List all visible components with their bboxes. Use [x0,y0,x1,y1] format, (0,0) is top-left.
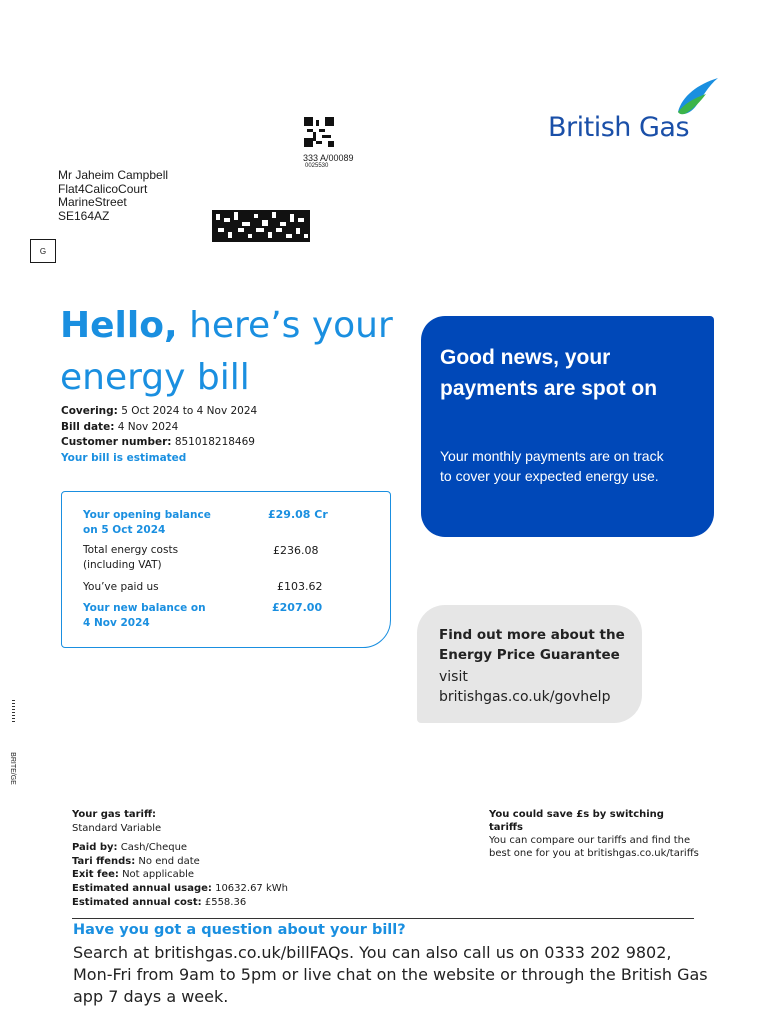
brand-name: British Gas [548,112,690,143]
epg-visit: visit [439,669,468,685]
paid-by-value: Cash/Cheque [120,842,188,854]
epg-title [439,625,625,665]
label-line: 4 Nov 2024 [83,616,150,629]
paid-value: £103.62 [277,580,323,593]
covering-value: 5 Oct 2024 to 4 Nov 2024 [121,405,258,417]
page-title [60,300,400,404]
epg-title-line: Find out more about the [439,627,625,643]
mail-ref-sub: 0025530 [305,163,329,169]
bill-date-value: 4 Nov 2024 [117,420,179,433]
mail-ref: 333 A/00089 [303,153,354,163]
paid-by-label: Paid by: [72,842,118,854]
side-reference-2: BRITE/GE [8,752,16,785]
opening-balance-label [83,508,211,537]
good-news-panel [421,316,714,537]
save-title: You could save £s by switching tariffs [489,809,664,833]
label-line: on 5 Oct 2024 [83,523,166,536]
covering-label: Covering: [61,405,118,417]
exit-fee-label: Exit fee: [72,869,119,881]
tariff-ends-value: No end date [138,855,200,867]
bill-date-label: Bill date: [61,420,115,433]
question-heading: Have you got a question about your bill? [73,922,406,938]
g-box: G [30,239,56,263]
divider [72,918,694,919]
label-line: Your opening balance [83,509,211,521]
address-line: Flat4CalicoCourt [58,181,148,196]
address-line: Mr Jaheim Campbell [58,168,169,182]
epg-title-line: Energy Price Guarantee [439,647,620,663]
exit-fee-value: Not applicable [122,869,195,881]
customer-number-value: 851018218469 [174,436,255,448]
tariff-ends-label: Tari ffends: [72,855,136,867]
epg-panel [417,605,642,723]
label-line: (including VAT) [83,558,162,571]
customer-number-label: Customer number: [61,436,172,448]
annual-usage-label: Estimated annual usage: [72,882,212,894]
qr-code [304,117,334,147]
address-line: MarineStreet [58,195,127,209]
postal-barcode [212,210,310,242]
tariff-details [72,808,288,909]
title-rest: here’s your energy bill [60,305,393,398]
label-line: Total energy costs [83,544,179,556]
address-line: SE164AZ [58,208,110,223]
new-balance-label [83,601,206,630]
switch-tariff-note [489,808,699,860]
new-balance-value: £207.00 [272,601,323,614]
epg-link[interactable]: britishgas.co.uk/govhelp [439,689,611,705]
hello-word: Hello, [60,305,178,346]
recipient-address [58,169,168,223]
question-body: Search at britishgas.co.uk/billFAQs. You can also call us on 0333 202 9802, Mon-Fri from 9am to 5pm or live chat on the website or through the British Gas app 7 days a week. [73,943,708,1006]
bill-meta [61,404,257,466]
tariff-heading: Your gas tariff: [72,809,157,820]
epg-body [439,667,610,707]
estimated-note: Your bill is estimated [61,451,187,464]
energy-costs-label [83,543,178,572]
side-marks [12,700,15,722]
opening-balance-value: £29.08 Cr [268,508,328,521]
annual-usage-value: 10632.67 kWh [215,882,288,894]
energy-costs-value: £236.08 [273,544,319,557]
good-news-title: Good news, your payments are spot on [440,346,658,400]
save-body: You can compare our tariffs and find the best one for you at britishgas.co.uk/tariffs [489,835,699,859]
tariff-name: Standard Variable [72,822,162,834]
annual-cost-label: Estimated annual cost: [72,896,202,908]
paid-label: You’ve paid us [83,581,159,593]
good-news-body: Your monthly payments are on track to cover your expected energy use. [440,448,664,484]
balance-summary [61,491,391,648]
annual-cost-value: £558.36 [204,896,247,908]
label-line: Your new balance on [83,602,206,614]
